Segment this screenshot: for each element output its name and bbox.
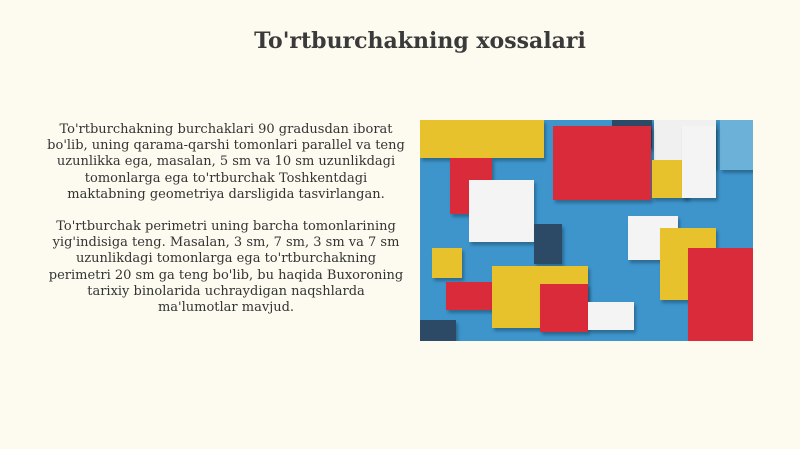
paragraph-rectangle-perimeter: To'rtburchak perimetri uning barcha tomonlarining yig'indisiga teng. Masalan, 3 sm, 7 sm, 3 sm va 7 sm uzunlikdagi tomonlarga ega to'rtburchakning perimetri 20 sm ga teng bo'lib, bu haqida Buxoroning tarixiy binolarida uchraydigan naqshlarda ma'lumotlar mavjud. bbox=[48, 219, 404, 316]
slide-title: To'rtburchakning xossalari bbox=[254, 28, 586, 54]
yellow-square bbox=[420, 120, 544, 158]
red-square bbox=[540, 284, 588, 332]
red-square bbox=[553, 126, 651, 200]
paragraph-rectangle-angles: To'rtburchakning burchaklari 90 gradusdan iborat bo'lib, uning qarama-qarshi tomonlari parallel va teng uzunlikka ega, masalan, 5 sm va 10 sm uzunlikdagi tomonlarga ega to'rtburchak Toshkentdagi maktabning geometriya darsligida tasvirlangan. bbox=[47, 122, 405, 202]
navy-square bbox=[420, 320, 456, 341]
red-square bbox=[688, 248, 753, 341]
white-square bbox=[469, 180, 534, 242]
yellow-square bbox=[432, 248, 462, 278]
navy-square bbox=[534, 224, 562, 264]
white-square bbox=[588, 302, 634, 330]
white-square bbox=[682, 126, 716, 198]
slide-body bbox=[46, 122, 406, 332]
red-square bbox=[446, 282, 496, 310]
lightblue-square bbox=[720, 120, 753, 170]
colorful-squares-illustration-icon bbox=[420, 120, 753, 341]
